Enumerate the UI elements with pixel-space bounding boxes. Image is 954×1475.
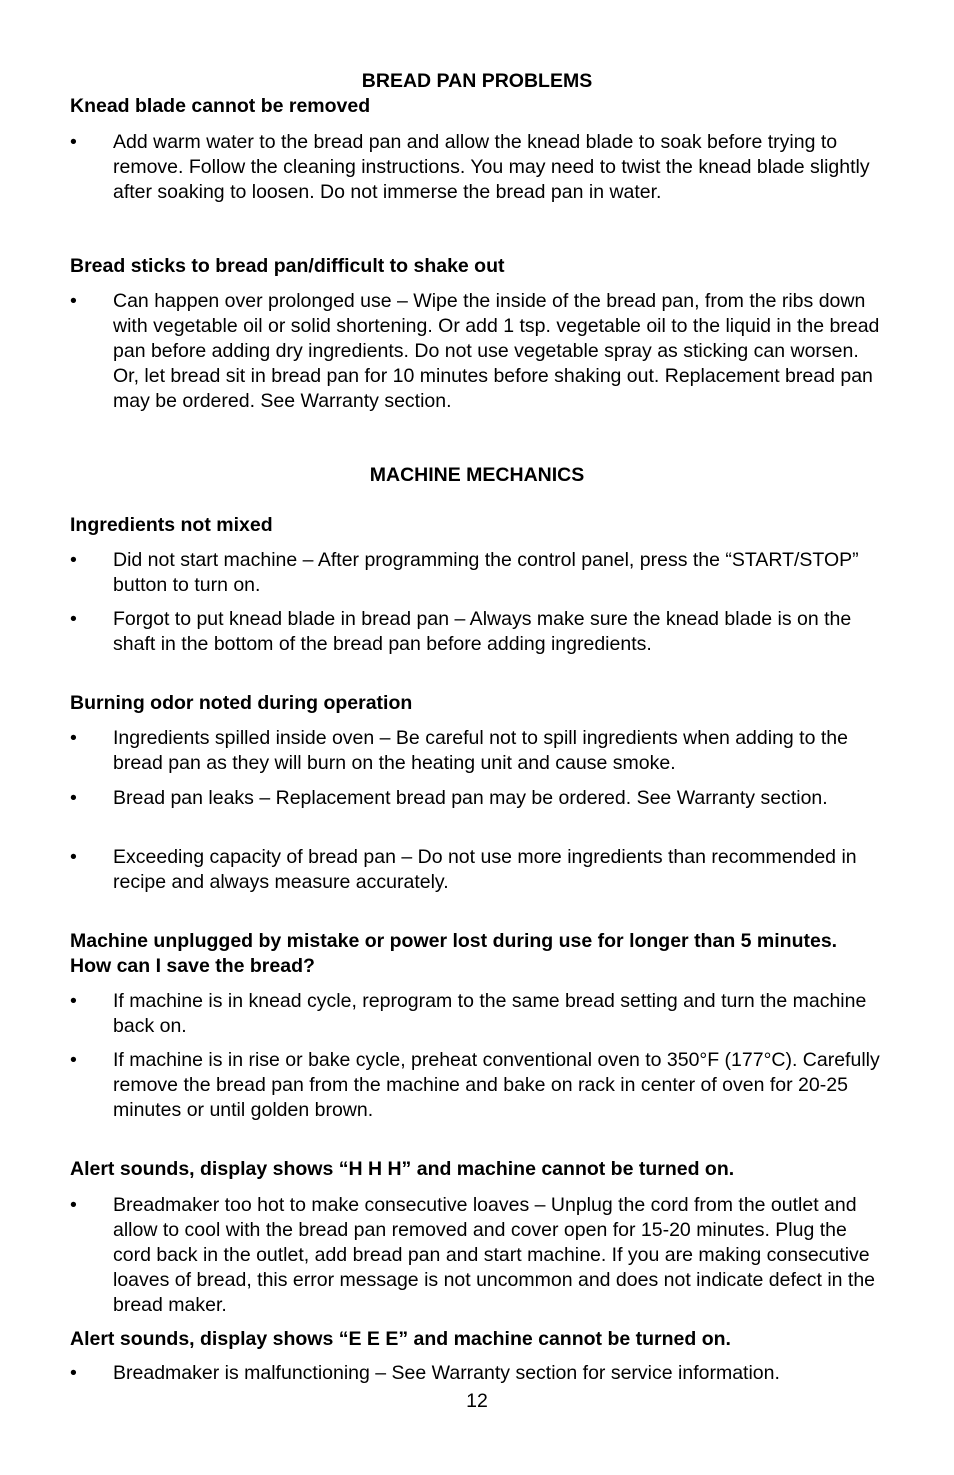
page-number: 12: [466, 1390, 488, 1412]
bullet-text: Breadmaker is malfunctioning – See Warranty section for service information.: [113, 1362, 780, 1384]
bullet-text: Add warm water to the bread pan and allow the knead blade to soak before trying to remove. Follow the cleaning instructions. You may need to twist the knead blade slightly after soaking to loosen. Do not immerse the bread pan in water.: [113, 131, 870, 203]
bullet-marker: •: [70, 1362, 77, 1384]
heading-bread-sticks: Bread sticks to bread pan/difficult to shake out: [70, 255, 505, 277]
bullet-marker: •: [70, 290, 77, 312]
bullet-text: Ingredients spilled inside oven – Be careful not to spill ingredients when adding to the bread pan as they will burn on the heating unit and cause smoke.: [113, 727, 848, 774]
bullet-marker: •: [70, 787, 77, 809]
heading-burning-odor: Burning odor noted during operation: [70, 692, 413, 714]
bullet-text: Can happen over prolonged use – Wipe the inside of the bread pan, from the ribs down with vegetable oil or solid shortening. Or add 1 tsp. vegetable oil to the liquid in the bread pan before adding dry ingredients. Do not use vegetable spray as sticking can worsen. Or, let bread sit in bread pan for 10 minutes before shaking out. Replacement bread pan may be ordered. See Warranty section.: [113, 290, 880, 412]
bullet-marker: •: [70, 1194, 77, 1216]
bullet-text: Forgot to put knead blade in bread pan – Always make sure the knead blade is on the shaft in the bottom of the bread pan before adding ingredients.: [113, 608, 852, 655]
heading-ingredients-not-mixed: Ingredients not mixed: [70, 514, 273, 536]
heading-alert-eee: Alert sounds, display shows “E E E” and machine cannot be turned on.: [70, 1328, 731, 1350]
section-title-bread-pan-problems: BREAD PAN PROBLEMS: [361, 70, 593, 92]
bullet-text: Breadmaker too hot to make consecutive loaves – Unplug the cord from the outlet and allow to cool with the bread pan removed and cover open for 15-20 minutes. Plug the cord back in the outlet, add bread pan and start machine. If you are making consecutive loaves of bread, this error message is not uncommon and does not indicate defect in the bread maker.: [113, 1194, 876, 1316]
bullet-text: Did not start machine – After programming the control panel, press the “START/STOP” button to turn on.: [113, 549, 859, 596]
heading-knead-blade-removal: Knead blade cannot be removed: [70, 95, 371, 117]
bullet-marker: •: [70, 990, 77, 1012]
bullet-text: If machine is in knead cycle, reprogram to the same bread setting and turn the machine back on.: [113, 990, 867, 1037]
bullet-marker: •: [70, 131, 77, 153]
bullet-marker: •: [70, 1049, 77, 1071]
bullet-text: If machine is in rise or bake cycle, preheat conventional oven to 350°F (177°C). Carefully remove the bread pan from the machine and bake on rack in center of oven for 20-25 minutes or until golden brown.: [113, 1049, 880, 1121]
heading-alert-hhh: Alert sounds, display shows “H H H” and machine cannot be turned on.: [70, 1158, 735, 1180]
section-title-machine-mechanics: MACHINE MECHANICS: [369, 464, 585, 486]
bullet-text: Exceeding capacity of bread pan – Do not use more ingredients than recommended in recipe and always measure accurately.: [113, 846, 857, 893]
bullet-marker: •: [70, 608, 77, 630]
heading-machine-unplugged: Machine unplugged by mistake or power lost during use for longer than 5 minutes. How can I save the bread?: [70, 930, 838, 977]
bullet-text: Bread pan leaks – Replacement bread pan may be ordered. See Warranty section.: [113, 787, 828, 809]
bullet-marker: •: [70, 727, 77, 749]
bullet-marker: •: [70, 846, 77, 868]
bullet-marker: •: [70, 549, 77, 571]
